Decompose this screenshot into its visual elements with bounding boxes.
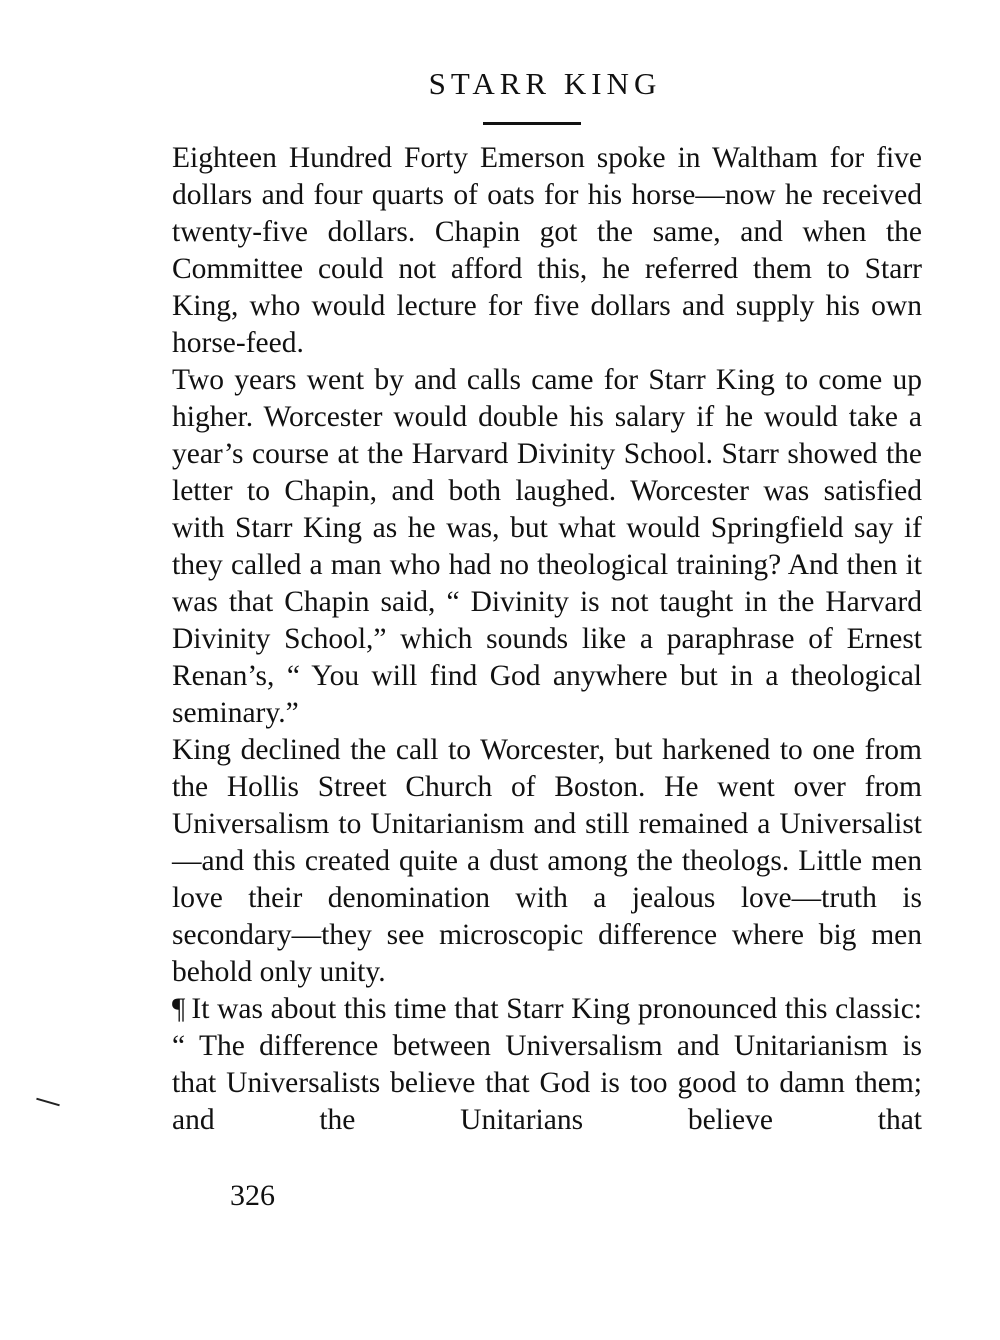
paragraph-text: It was about this time that Starr King pronounced this classic: “ The difference between Universalism and Unitarianism is that Universalists believe that God is too good to damn them; and the Unitarians believe that <box>172 993 922 1136</box>
pilcrow-icon: ¶ <box>172 993 186 1025</box>
paragraph: Eighteen Hundred Forty Emerson spoke in Waltham for five dollars and four quarts of oats for his horse—now he received twenty-five dollars. Chapin got the same, and when the Committee could not afford this, he referred them to Starr King, who would lecture for five dollars and supply his own horse-feed. <box>172 142 922 359</box>
paragraph: King declined the call to Worcester, but harkened to one from the Hollis Street Church of Boston. He went over from Universalism to Unitarianism and still remained a Universalist—and this created quite a dust among the theologs. Little men love their denomination with a jealous love—truth is secondary—they see microscopic difference where big men behold only unity. <box>172 734 922 988</box>
page-number: 326 <box>230 1179 275 1212</box>
paragraph <box>172 991 922 1139</box>
running-head: STARR KING <box>428 66 662 101</box>
body-text <box>172 140 922 1139</box>
paragraph: Two years went by and calls came for Starr King to come up higher. Worcester would double his salary if he would take a year’s course at the Harvard Divinity School. Starr showed the letter to Chapin, and both laughed. Worcester was satisfied with Starr King as he was, but what would Springfield say if they called a man who had no theological training? And then it was that Chapin said, “ Divinity is not taught in the Harvard Divinity School,” which sounds like a paraphrase of Ernest Renan’s, “ You will find God anywhere but in a theological seminary.” <box>172 364 922 729</box>
stray-mark <box>36 1098 60 1107</box>
head-rule <box>483 122 581 125</box>
